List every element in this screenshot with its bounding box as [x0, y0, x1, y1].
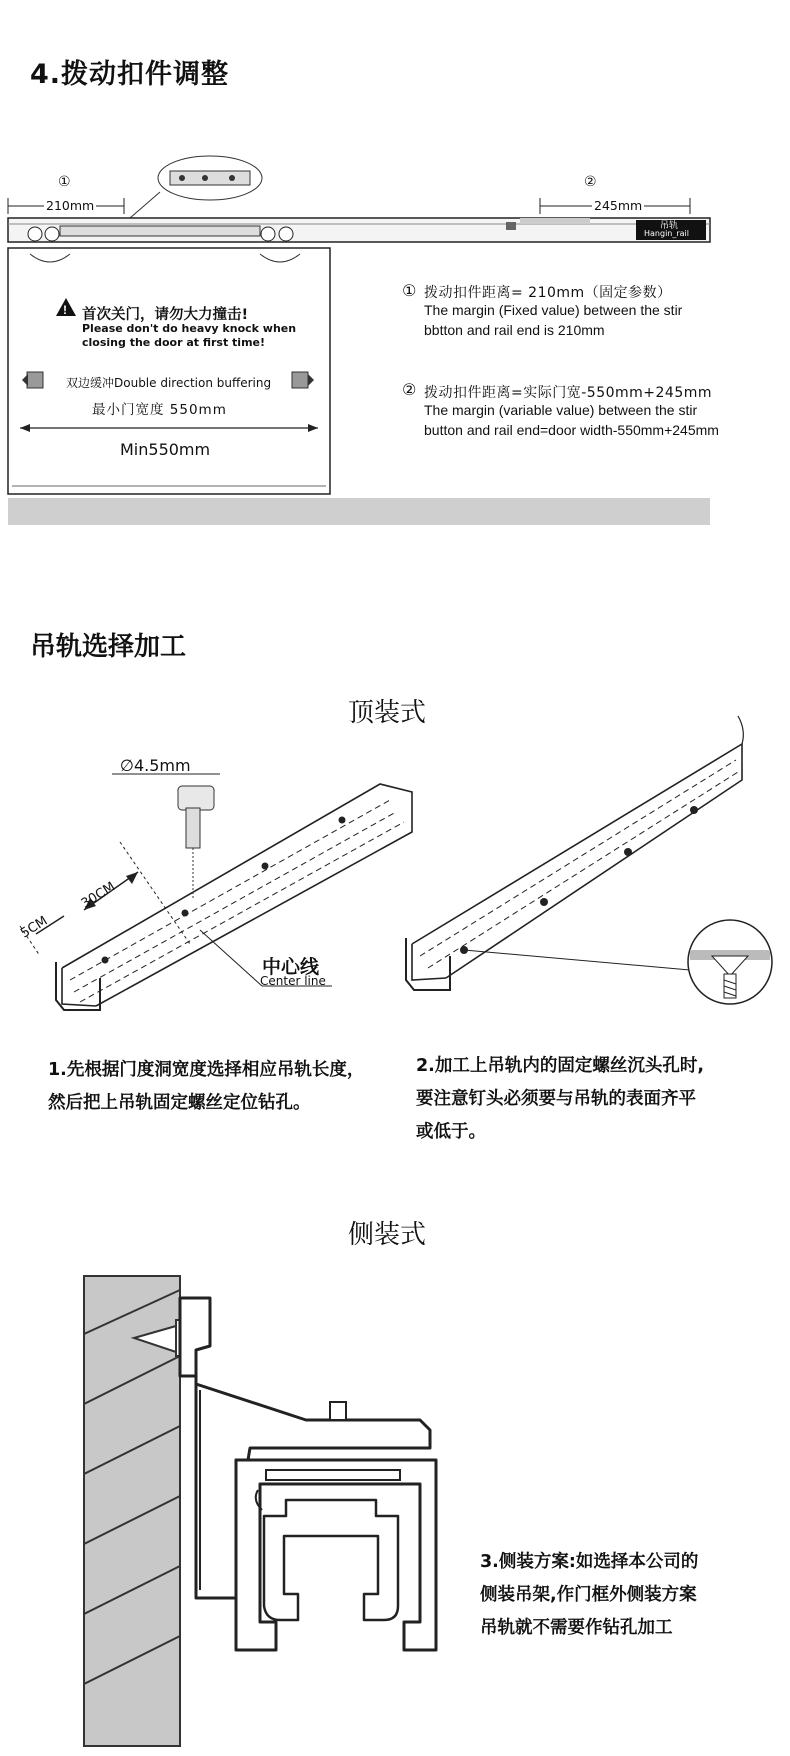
note-1-en-line2: bbtton and rail end is 210mm	[424, 322, 605, 338]
step-1-line-1: 1.先根据门度洞宽度选择相应吊轨长度，	[48, 1060, 365, 1080]
note-2-marker: ②	[402, 380, 417, 399]
step-2-line-2: 要注意钉头必须要与吊轨的表面齐平	[416, 1089, 696, 1109]
note-1-cn: 拨动扣件距离= 210mm（固定参数）	[424, 285, 672, 301]
note-2-en-line1: The margin (variable value) between the stir	[424, 402, 698, 418]
marker-1: ①	[58, 174, 71, 190]
dimension-245mm: 245mm	[594, 198, 643, 213]
step-3-line-1: 3.侧装方案:如选择本公司的	[480, 1552, 699, 1572]
note-1-marker: ①	[402, 281, 417, 300]
step-2-text	[416, 1050, 704, 1149]
side-mount-title: 侧装式	[348, 1220, 427, 1250]
step-3-text	[480, 1546, 698, 1645]
note-2-en-line2: button and rail end=door width-550mm+245mm	[424, 422, 719, 438]
step-3-line-3: 吊轨就不需要作钻孔加工	[480, 1618, 673, 1638]
step-1-line-2: 然后把上吊轨固定螺丝定位钻孔。	[48, 1093, 311, 1113]
step-2-line-3: 或低于。	[416, 1122, 486, 1142]
dimension-5cm: 5CM	[18, 913, 51, 942]
min-width-cn: 最小门宽度 550mm	[92, 402, 227, 418]
warning-text-en-2: closing the door at first time!	[82, 336, 266, 349]
top-mount-title: 顶装式	[348, 698, 427, 728]
svg-text:!: !	[63, 303, 67, 317]
step-1-text	[48, 1054, 364, 1120]
drill-dimension: ∅4.5mm	[120, 756, 191, 775]
note-1-en-line1: The margin (Fixed value) between the stir	[424, 302, 683, 318]
dimension-210mm: 210mm	[46, 198, 95, 213]
step-2-line-1: 2.加工上吊轨内的固定螺丝沉头孔时,	[416, 1056, 704, 1076]
rail-label-cn: 吊轨	[660, 221, 679, 231]
center-line-cn: 中心线	[262, 956, 320, 978]
warning-text-cn: 首次关门，请勿大力撞击!	[82, 307, 249, 323]
min-width-en: Min550mm	[120, 440, 211, 459]
note-2-cn: 拨动扣件距离=实际门宽-550mm+245mm	[424, 385, 713, 401]
marker-2: ②	[584, 174, 597, 190]
dimension-30cm: 30CM	[78, 879, 119, 912]
rail-label-en: Hangin_rail	[644, 229, 689, 238]
step-3-line-2: 侧装吊架,作门框外侧装方案	[480, 1585, 697, 1605]
section-title-adjustment: 4.拨动扣件调整	[30, 59, 230, 90]
section-title-rail-processing: 吊轨选择加工	[30, 632, 187, 662]
buffer-text: 双边缓冲Double direction buffering	[66, 376, 272, 390]
warning-text-en-1: Please don't do heavy knock when	[82, 322, 297, 335]
center-line-en: Center line	[260, 974, 326, 988]
